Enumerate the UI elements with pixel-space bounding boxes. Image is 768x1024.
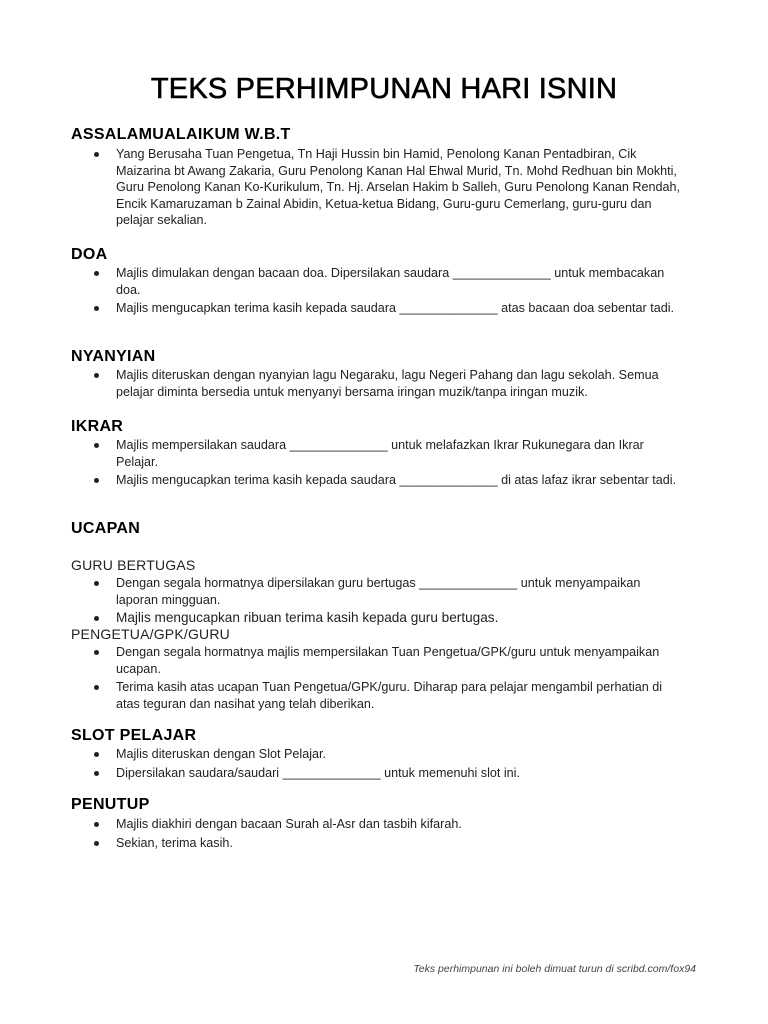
- list-item: Majlis mengucapkan terima kasih kepada saudara ______________ atas bacaan doa sebentar tadi.: [94, 300, 684, 317]
- bullet-icon: [94, 443, 99, 448]
- bullet-icon: [94, 478, 99, 483]
- subheading-guru-bertugas: GURU BERTUGAS: [71, 557, 196, 573]
- list-item: Terima kasih atas ucapan Tuan Pengetua/GPK/guru. Diharap para pelajar mengambil perhatian di atas teguran dan nasihat yang telah diberikan.: [94, 679, 684, 712]
- section-heading-salam: ASSALAMUALAIKUM W.B.T: [71, 126, 291, 143]
- bullet-icon: [94, 771, 99, 776]
- bullet-icon: [94, 152, 99, 157]
- document-title: TEKS PERHIMPUNAN HARI ISNIN: [150, 73, 618, 105]
- list-item: Majlis dimulakan dengan bacaan doa. Dipersilakan saudara ______________ untuk membacakan doa.: [94, 265, 684, 298]
- list-doa: [94, 265, 684, 319]
- section-heading-ikrar: IKRAR: [71, 418, 124, 435]
- list-pengetua: [94, 644, 684, 714]
- bullet-icon: [94, 306, 99, 311]
- list-item: Majlis mengucapkan terima kasih kepada saudara ______________ di atas lafaz ikrar sebentar tadi.: [94, 472, 684, 489]
- list-item: Majlis diteruskan dengan nyanyian lagu Negaraku, lagu Negeri Pahang dan lagu sekolah. Semua pelajar diminta bersedia untuk menyanyi bersama iringan muzik/tanpa iringan muzik.: [94, 367, 684, 400]
- list-item: Dipersilakan saudara/saudari ______________ untuk memenuhi slot ini.: [94, 765, 684, 782]
- list-salam: [94, 146, 684, 231]
- list-ikrar: [94, 437, 684, 491]
- bullet-icon: [94, 841, 99, 846]
- list-guru-bertugas: [94, 575, 684, 629]
- section-heading-nyanyian: NYANYIAN: [71, 348, 156, 365]
- bullet-icon: [94, 685, 99, 690]
- bullet-icon: [94, 616, 99, 621]
- section-heading-slot-pelajar: SLOT PELAJAR: [71, 727, 197, 744]
- list-item: Majlis mempersilakan saudara ______________ untuk melafazkan Ikrar Rukunegara dan Ikrar Pelajar.: [94, 437, 684, 470]
- bullet-icon: [94, 373, 99, 378]
- list-item: Majlis diteruskan dengan Slot Pelajar.: [94, 746, 684, 763]
- list-item: Majlis diakhiri dengan bacaan Surah al-Asr dan tasbih kifarah.: [94, 816, 684, 833]
- list-item: Dengan segala hormatnya majlis mempersilakan Tuan Pengetua/GPK/guru untuk menyampaikan ucapan.: [94, 644, 684, 677]
- list-item: Majlis mengucapkan ribuan terima kasih kepada guru bertugas.: [94, 610, 684, 627]
- bullet-icon: [94, 822, 99, 827]
- bullet-icon: [94, 581, 99, 586]
- footer-note: Teks perhimpunan ini boleh dimuat turun di scribd.com/fox94: [413, 963, 696, 975]
- list-item: Dengan segala hormatnya dipersilakan guru bertugas ______________ untuk menyampaikan laporan mingguan.: [94, 575, 684, 608]
- subheading-pengetua: PENGETUA/GPK/GURU: [71, 626, 230, 642]
- bullet-icon: [94, 650, 99, 655]
- section-heading-penutup: PENUTUP: [71, 796, 150, 813]
- list-slot-pelajar: [94, 746, 684, 783]
- list-item: Sekian, terima kasih.: [94, 835, 684, 852]
- section-heading-doa: DOA: [71, 246, 108, 263]
- list-item: Yang Berusaha Tuan Pengetua, Tn Haji Hussin bin Hamid, Penolong Kanan Pentadbiran, Cik Maizarina bt Awang Zakaria, Guru Penolong Kanan Hal Ehwal Murid, Tn. Mohd Redhuan bin Mokhti, Guru Penolong Kanan Ko-Kurikulum, Tn. Hj. Arselan Hakim b Salleh, Guru Penolong Kanan Rendah, Encik Kamaruzaman b Zainal Abidin, Ketua-ketua Bidang, Guru-guru Cemerlang, guru-guru dan pelajar sekalian.: [94, 146, 684, 229]
- list-penutup: [94, 816, 684, 853]
- section-heading-ucapan: UCAPAN: [71, 520, 141, 537]
- bullet-icon: [94, 752, 99, 757]
- bullet-icon: [94, 271, 99, 276]
- list-nyanyian: [94, 367, 684, 402]
